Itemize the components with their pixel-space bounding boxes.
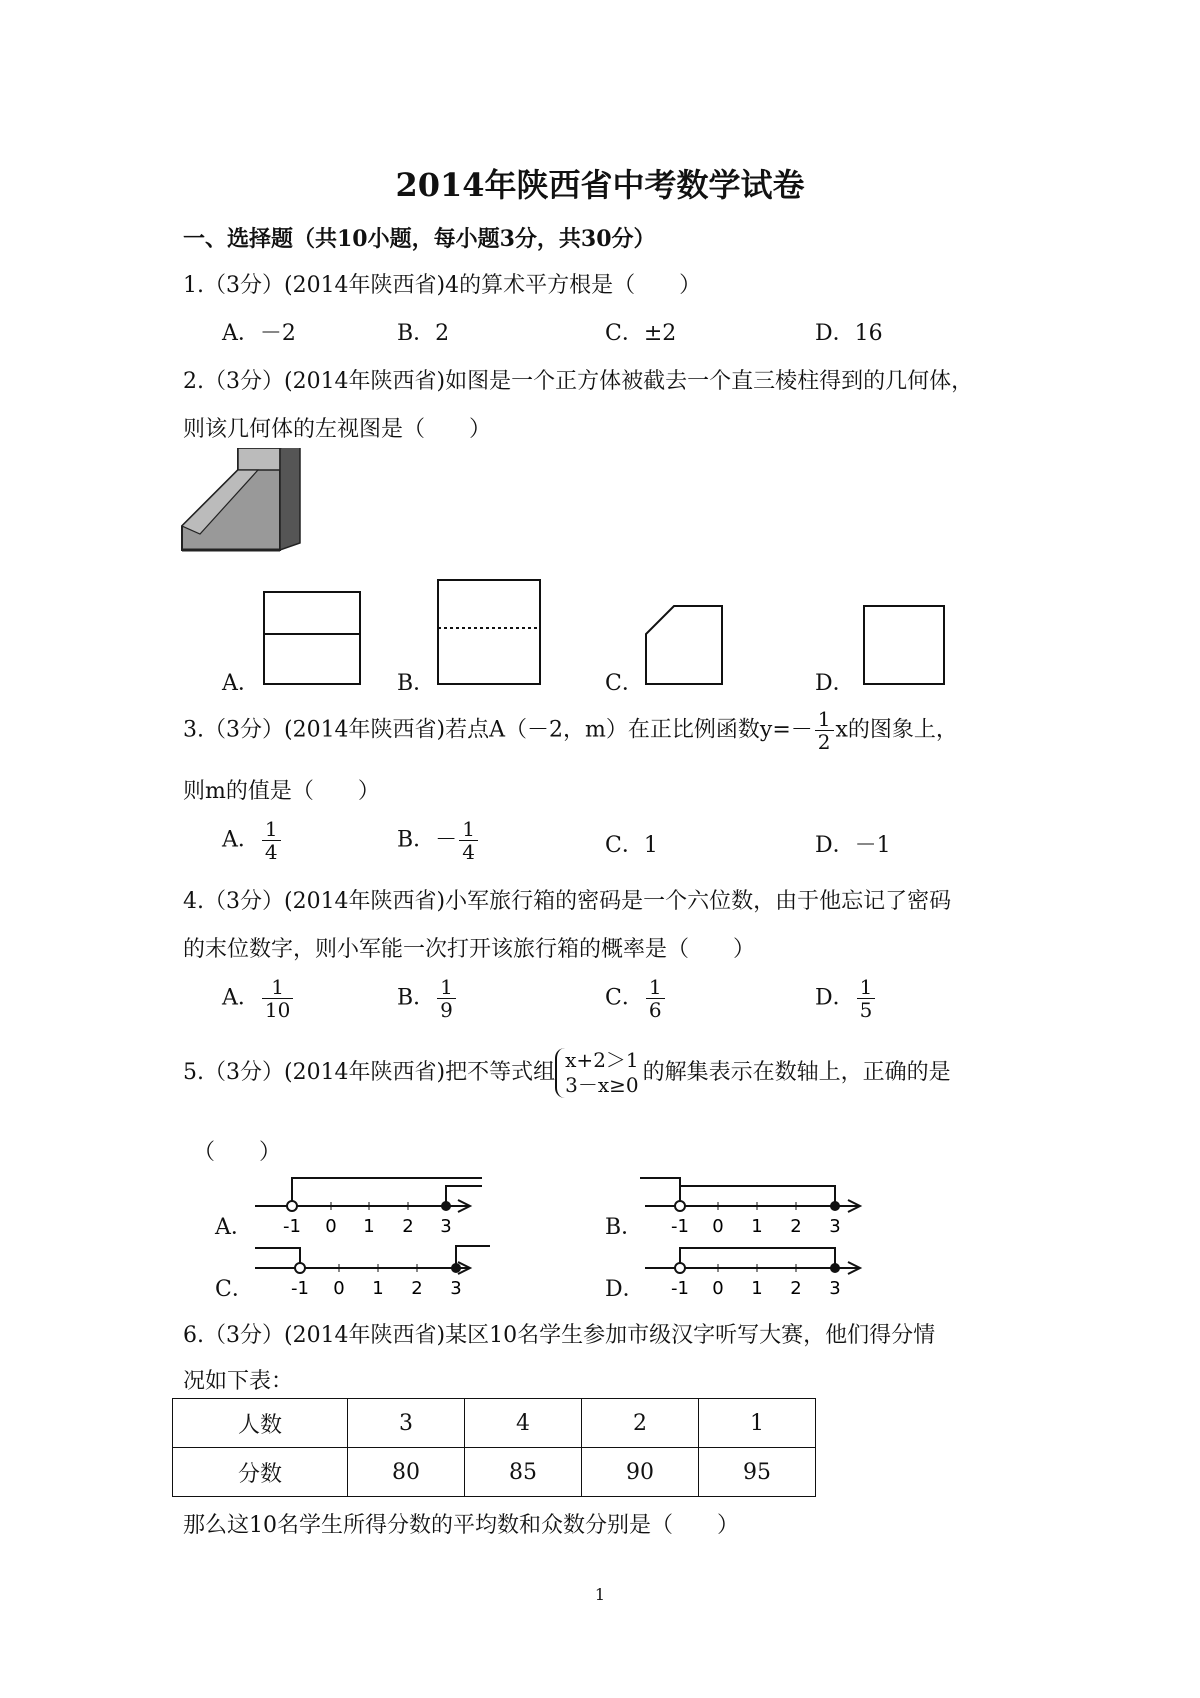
q3-b-label: B． xyxy=(397,827,436,853)
table-cell: 人数 xyxy=(173,1399,348,1448)
section-heading: 一、选择题（共10小题，每小题3分，共30分） xyxy=(183,226,656,252)
q3-c-label: C． xyxy=(605,833,644,858)
q5-option-c: C． xyxy=(215,1277,254,1302)
q4-option-d xyxy=(815,976,877,1021)
q5-a-tick--1: -1 xyxy=(283,1216,301,1237)
q2-option-a: A． xyxy=(222,671,260,696)
q2-option-b: B． xyxy=(397,671,436,696)
q5-a-tick-2: 2 xyxy=(402,1216,414,1237)
table-cell: 80 xyxy=(348,1448,465,1497)
q1-option-d: D．16 xyxy=(815,321,883,346)
q3-prefix: 3.（3分）(2014年陕西省)若点A（－2，m）在正比例函数y=－ xyxy=(183,717,813,743)
table-row xyxy=(173,1448,816,1497)
q5-d-tick-2: 2 xyxy=(790,1278,802,1299)
q3-c-value: 1 xyxy=(643,833,658,858)
q5-c-tick-2: 2 xyxy=(411,1278,423,1299)
q3-option-d xyxy=(815,828,891,859)
table-cell: 95 xyxy=(699,1448,816,1497)
q5-c-tick--1: -1 xyxy=(291,1278,309,1299)
solid-figure xyxy=(180,448,310,574)
q5-c-tick-1: 1 xyxy=(372,1278,384,1299)
question-6-line-3: 那么这10名学生所得分数的平均数和众数分别是（ ） xyxy=(183,1513,739,1538)
table-cell: 90 xyxy=(582,1448,699,1497)
q3-a-num: 1 xyxy=(262,818,281,841)
q5-b-tick--1: -1 xyxy=(671,1216,689,1237)
q4-b-label: B． xyxy=(397,985,436,1011)
q2-option-d-figure xyxy=(862,604,946,686)
question-1: 1.（3分）(2014年陕西省)4的算术平方根是（ ） xyxy=(183,273,702,298)
page-title: 2014年陕西省中考数学试卷 xyxy=(395,166,805,204)
q5-c-tick-3: 3 xyxy=(450,1278,462,1299)
q5-b-tick-0: 0 xyxy=(712,1216,724,1237)
q5-option-a: A． xyxy=(215,1215,253,1240)
score-table xyxy=(172,1398,816,1497)
table-cell: 3 xyxy=(348,1399,465,1448)
table-cell: 4 xyxy=(465,1399,582,1448)
table-cell: 85 xyxy=(465,1448,582,1497)
q4-c-label: C． xyxy=(605,985,644,1011)
question-2-line-2: 则该几何体的左视图是（ ） xyxy=(183,417,492,442)
q3-fraction xyxy=(815,708,834,753)
q4-c-den: 6 xyxy=(648,998,662,1022)
inequality-2: 3－x≥0 xyxy=(565,1073,639,1097)
inequality-1: x+2＞1 xyxy=(565,1048,639,1072)
q5-option-d: D． xyxy=(605,1277,645,1302)
q3-option-c xyxy=(605,828,658,859)
question-5-line-1 xyxy=(183,1048,951,1098)
q5-b-tick-2: 2 xyxy=(790,1216,802,1237)
table-row xyxy=(173,1399,816,1448)
q3-option-a xyxy=(222,818,283,863)
q2-option-c-figure xyxy=(644,604,724,686)
q1-option-a: A．－2 xyxy=(222,321,296,346)
q5-d-tick-3: 3 xyxy=(829,1278,841,1299)
q3-frac-den: 2 xyxy=(817,730,831,754)
q5-number-line-d xyxy=(640,1234,880,1300)
q5-a-tick-0: 0 xyxy=(325,1216,337,1237)
q3-b-den: 4 xyxy=(462,840,475,864)
q4-b-num: 1 xyxy=(437,976,456,999)
q2-option-b-figure xyxy=(436,578,542,686)
question-6-line-1: 6.（3分）(2014年陕西省)某区10名学生参加市级汉字听写大赛，他们得分情 xyxy=(183,1323,936,1348)
question-3-line-2: 则m的值是（ ） xyxy=(183,779,380,804)
q4-c-num: 1 xyxy=(646,976,665,999)
q2-option-a-figure xyxy=(262,590,362,686)
q5-a-ticks xyxy=(283,1202,452,1237)
inequality-system xyxy=(555,1048,643,1098)
q5-suffix: 的解集表示在数轴上，正确的是 xyxy=(642,1060,951,1085)
q3-d-value: －1 xyxy=(854,833,891,858)
q3-a-label: A． xyxy=(222,827,260,853)
table-cell: 1 xyxy=(699,1399,816,1448)
q4-a-num: 1 xyxy=(262,976,293,999)
q5-number-line-b xyxy=(640,1172,880,1238)
table-cell: 2 xyxy=(582,1399,699,1448)
q3-b-sign: － xyxy=(435,827,458,853)
q5-prefix: 5.（3分）(2014年陕西省)把不等式组 xyxy=(183,1060,556,1085)
q5-a-tick-1: 1 xyxy=(363,1216,375,1237)
q4-a-den: 10 xyxy=(264,998,291,1022)
q5-b-tick-1: 1 xyxy=(751,1216,763,1237)
question-4-line-2: 的末位数字，则小军能一次打开该旅行箱的概率是（ ） xyxy=(183,937,756,962)
q5-number-line-c xyxy=(250,1234,490,1300)
q5-option-b: B． xyxy=(605,1215,644,1240)
q5-b-tick-3: 3 xyxy=(829,1216,841,1237)
question-3-line-1 xyxy=(183,708,958,753)
q3-d-label: D． xyxy=(815,833,855,858)
page-number: 1 xyxy=(594,1585,606,1604)
table-cell: 分数 xyxy=(173,1448,348,1497)
q3-frac-num: 1 xyxy=(815,708,834,731)
q1-option-c: C．±2 xyxy=(605,321,677,346)
q4-d-label: D． xyxy=(815,985,855,1011)
question-5-line-2: （ ） xyxy=(193,1140,282,1165)
q5-d-tick-0: 0 xyxy=(712,1278,724,1299)
q5-d-tick--1: -1 xyxy=(671,1278,689,1299)
q4-option-b xyxy=(397,976,458,1021)
q2-option-c: C． xyxy=(605,671,644,696)
question-2-line-1: 2.（3分）(2014年陕西省)如图是一个正方体被截去一个直三棱柱得到的几何体， xyxy=(183,369,974,394)
q4-b-den: 9 xyxy=(440,998,453,1022)
q4-d-den: 5 xyxy=(859,998,873,1022)
q3-a-den: 4 xyxy=(264,840,278,864)
q5-c-tick-0: 0 xyxy=(333,1278,345,1299)
q5-number-line-a xyxy=(250,1172,490,1238)
q4-option-a xyxy=(222,976,295,1021)
q3-option-b xyxy=(397,818,480,863)
question-6-line-2: 况如下表： xyxy=(183,1369,294,1394)
q1-option-b: B．2 xyxy=(397,321,450,346)
q4-a-label: A． xyxy=(222,985,260,1011)
q5-d-tick-1: 1 xyxy=(751,1278,763,1299)
q4-option-c xyxy=(605,976,667,1021)
q5-a-tick-3: 3 xyxy=(440,1216,452,1237)
q2-option-d: D． xyxy=(815,671,855,696)
q3-b-num: 1 xyxy=(459,818,478,841)
question-4-line-1: 4.（3分）(2014年陕西省)小军旅行箱的密码是一个六位数，由于他忘记了密码 xyxy=(183,889,952,914)
q3-suffix: x的图象上， xyxy=(835,717,958,743)
q4-d-num: 1 xyxy=(857,976,876,999)
